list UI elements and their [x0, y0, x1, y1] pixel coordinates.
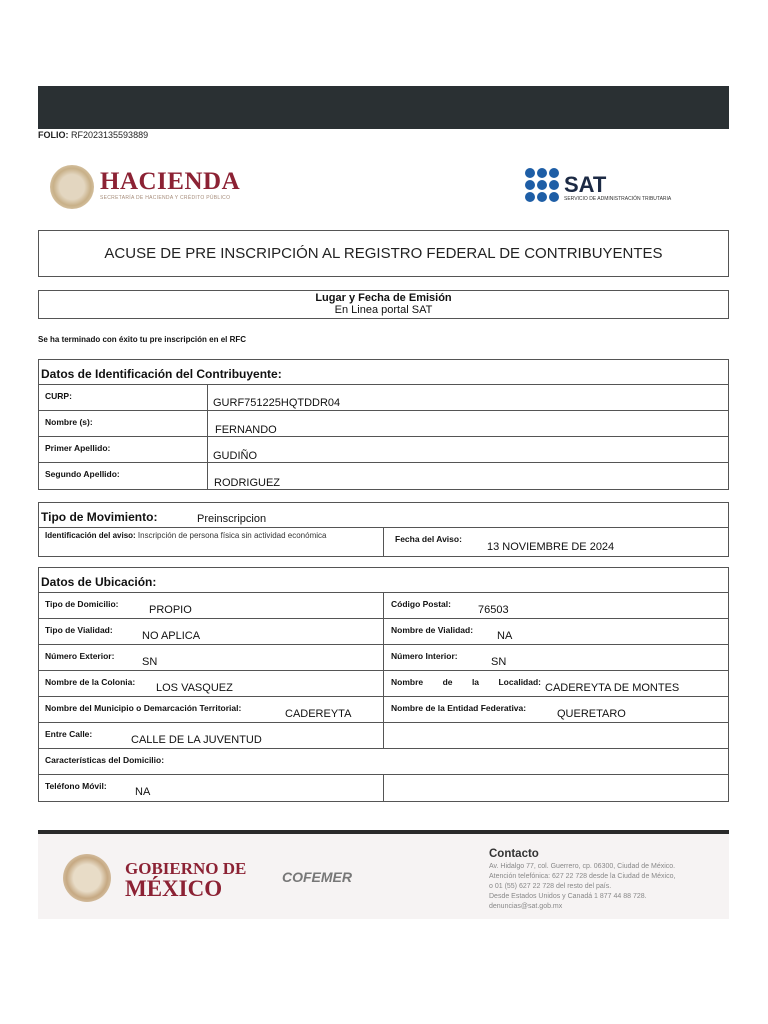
- mexico-seal-icon: [63, 854, 111, 902]
- movimiento-value: Preinscripcion: [197, 513, 267, 525]
- hacienda-logo-sub: SECRETARÍA DE HACIENDA Y CRÉDITO PÚBLICO: [100, 195, 231, 201]
- contact-line: Atención telefónica: 627 22 728 desde la Ciudad de México,: [489, 873, 676, 880]
- field-value: CALLE DE LA JUVENTUD: [131, 734, 262, 746]
- success-message: Se ha terminado con éxito tu pre inscripción en el RFC: [38, 335, 247, 344]
- ubicacion-section: [38, 567, 729, 802]
- aviso-field: Identificación del aviso: Inscripción de persona física sin actividad económica: [45, 531, 327, 540]
- field-label: Nombre de la Localidad:: [391, 677, 541, 687]
- section-heading: Datos de Identificación del Contribuyente:: [39, 360, 728, 385]
- identificacion-section: [38, 359, 729, 490]
- table-row: [39, 593, 728, 619]
- contact-link[interactable]: denuncias@sat.gob.mx: [489, 903, 563, 910]
- document-title: ACUSE DE PRE INSCRIPCIÓN AL REGISTRO FEDERAL DE CONTRIBUYENTES: [38, 230, 729, 277]
- movimiento-section: [38, 502, 729, 557]
- field-label: Nombre (s):: [45, 417, 93, 427]
- field-value: 76503: [478, 604, 509, 616]
- field-label: Código Postal:: [391, 599, 451, 609]
- contact-line: Av. Hidalgo 77, col. Guerrero, cp. 06300, Ciudad de México.: [489, 863, 676, 870]
- hacienda-seal-icon: [50, 165, 94, 209]
- fecha-value: 13 NOVIEMBRE DE 2024: [487, 541, 615, 553]
- folio: FOLIO: RF2023135593889: [38, 130, 149, 140]
- table-row: [39, 463, 728, 489]
- field-value: NA: [497, 630, 513, 642]
- cofemer-logo: COFEMER: [282, 869, 352, 885]
- field-value: NA: [135, 786, 151, 798]
- contact-heading: Contacto: [489, 848, 539, 860]
- section-heading: Tipo de Movimiento: Preinscripcion: [39, 503, 728, 528]
- field-label: Teléfono Móvil:: [45, 781, 107, 791]
- lugar-value: En Linea portal SAT: [334, 304, 433, 316]
- field-label: Número Exterior:: [45, 651, 115, 661]
- contact-line: Desde Estados Unidos y Canadá 1 877 44 88 728.: [489, 893, 647, 900]
- field-label: Características del Domicilio:: [45, 755, 165, 765]
- gob-line1: GOBIERNO DE: [125, 859, 247, 878]
- hacienda-logo: [50, 165, 270, 210]
- field-value: SN: [142, 656, 158, 668]
- field-label: Nombre del Municipio o Demarcación Territorial:: [45, 703, 242, 713]
- table-row: [39, 749, 728, 775]
- field-value: CADEREYTA: [285, 708, 352, 720]
- field-value: SN: [491, 656, 507, 668]
- field-value: GUDIÑO: [213, 450, 257, 462]
- lugar-heading: Lugar y Fecha de Emisión: [315, 292, 452, 304]
- field-label: Entre Calle:: [45, 729, 93, 739]
- lugar-fecha-box: [38, 290, 729, 319]
- table-row: [39, 385, 728, 411]
- field-label: CURP:: [45, 391, 72, 401]
- sat-logo-sub: SERVICIO DE ADMINISTRACIÓN TRIBUTARIA: [564, 196, 672, 202]
- table-row: [39, 619, 728, 645]
- field-value: CADEREYTA DE MONTES: [545, 682, 680, 694]
- field-value: LOS VASQUEZ: [156, 682, 233, 694]
- field-value: FERNANDO: [215, 424, 277, 436]
- gob-line2: MÉXICO: [125, 876, 223, 901]
- field-label: Nombre de la Colonia:: [45, 677, 136, 687]
- table-row: [39, 775, 728, 801]
- table-row: [39, 645, 728, 671]
- field-label: Nombre de la Entidad Federativa:: [391, 703, 527, 713]
- hacienda-logo-text: HACIENDA: [100, 168, 241, 195]
- sat-dots-icon: [525, 168, 561, 202]
- contact-line: o 01 (55) 627 22 728 del resto del país.: [489, 883, 612, 890]
- field-value: RODRIGUEZ: [214, 477, 280, 489]
- contact-block: [489, 848, 724, 912]
- top-banner: [38, 86, 729, 129]
- table-row: [39, 697, 728, 723]
- table-row: [39, 411, 728, 437]
- section-heading: Datos de Ubicación:: [39, 568, 728, 593]
- field-value: QUERETARO: [557, 708, 626, 720]
- footer: [38, 830, 729, 919]
- field-label: Primer Apellido:: [45, 443, 111, 453]
- table-row: [39, 437, 728, 463]
- fecha-label: Fecha del Aviso:: [395, 534, 462, 544]
- field-label: Tipo de Vialidad:: [45, 625, 113, 635]
- sat-logo-text: SAT: [564, 172, 607, 197]
- field-label: Nombre de Vialidad:: [391, 625, 474, 635]
- field-value: GURF751225HQTDDR04: [213, 397, 341, 409]
- table-row: [39, 671, 728, 697]
- sat-logo: [525, 168, 705, 208]
- table-row: [39, 723, 728, 749]
- field-value: PROPIO: [149, 604, 192, 616]
- field-label: Número Interior:: [391, 651, 458, 661]
- table-row: [39, 528, 728, 556]
- field-label: Segundo Apellido:: [45, 469, 120, 479]
- field-label: Tipo de Domicilio:: [45, 599, 119, 609]
- field-value: NO APLICA: [142, 630, 201, 642]
